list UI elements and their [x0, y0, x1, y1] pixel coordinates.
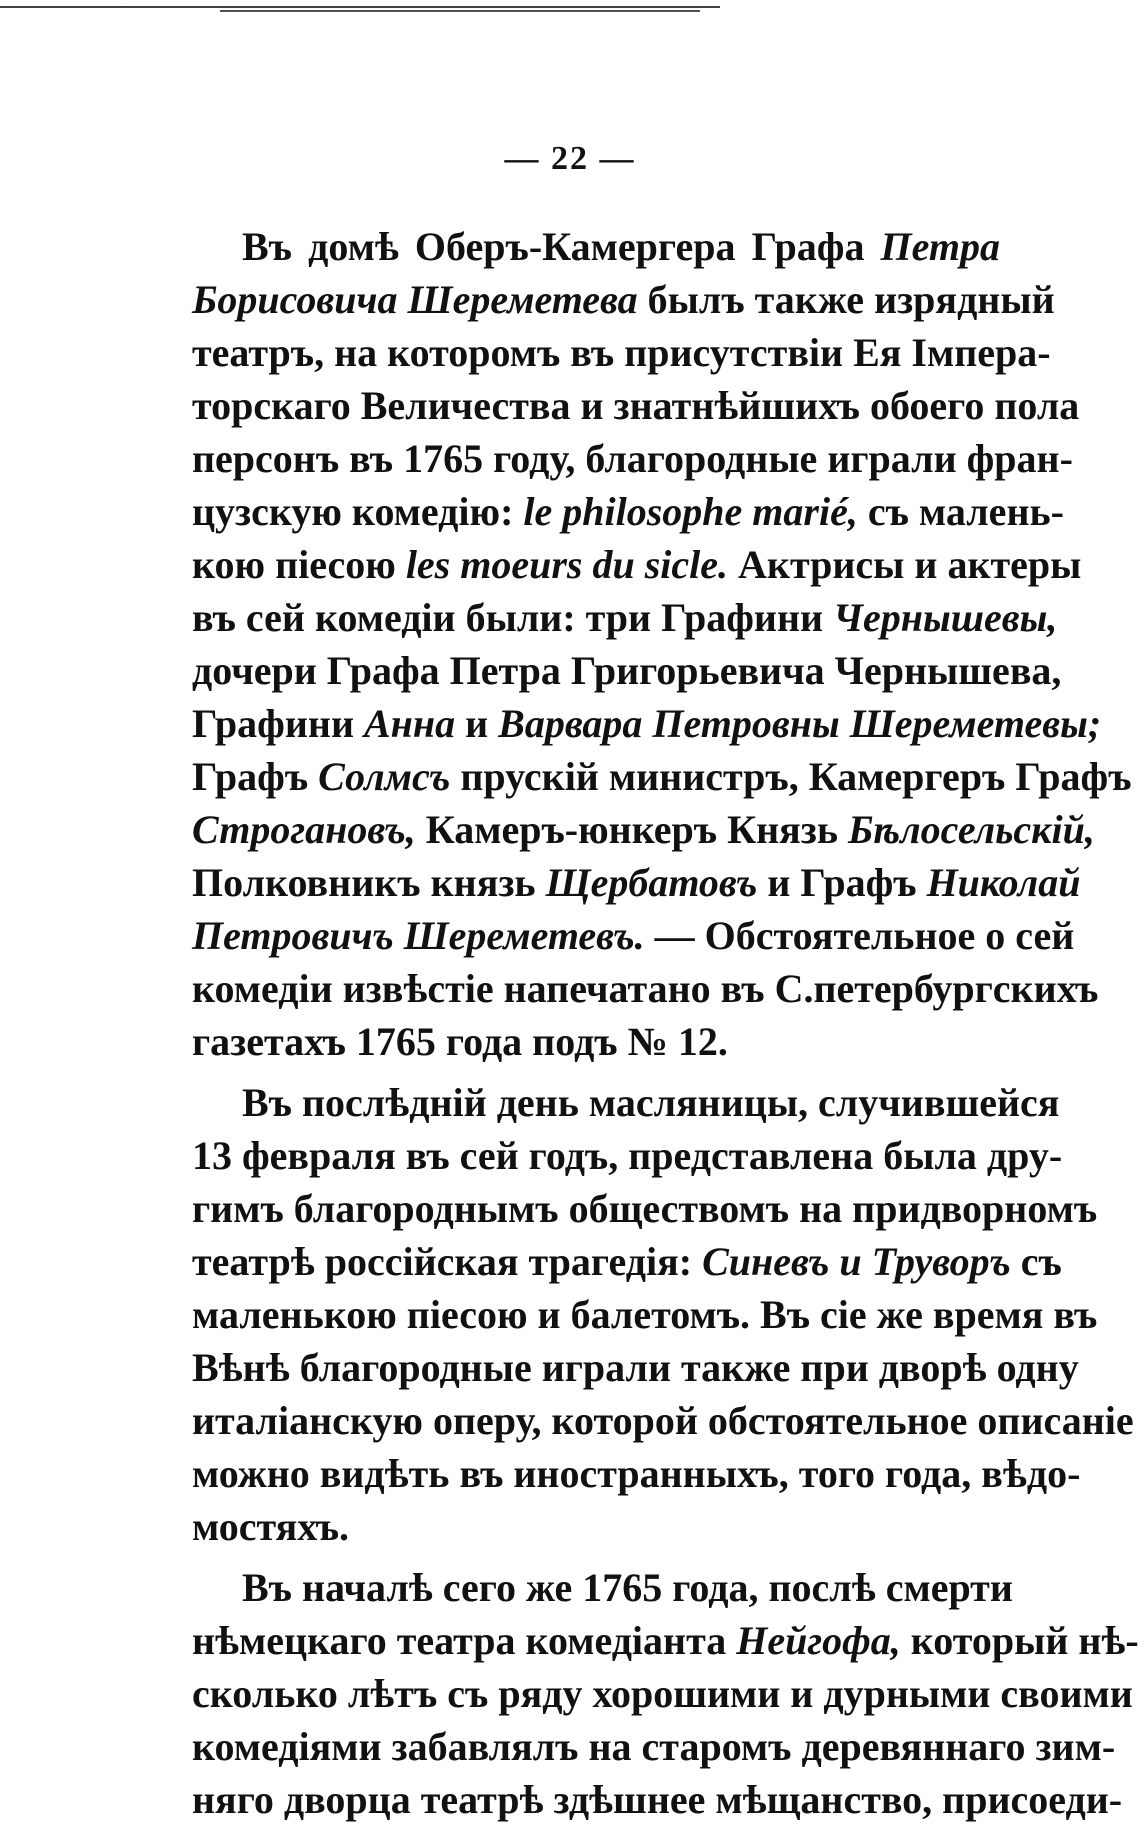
- text-run: въ сей комедіи были: три Графини: [192, 595, 834, 640]
- paragraph: [192, 1561, 1139, 1826]
- italic-text: Строгановъ,: [192, 807, 416, 852]
- text-line: [192, 273, 1055, 326]
- text-line: [192, 1129, 1063, 1182]
- text-run: Въ послѣдній день масляницы, случившейся: [242, 1080, 1060, 1125]
- page-body: [192, 220, 1139, 1826]
- italic-text: Борисовича Шереметева: [192, 277, 638, 322]
- text-line: [192, 1614, 1139, 1667]
- text-line: [192, 909, 1075, 962]
- italic-text: Щербатовъ: [545, 860, 758, 905]
- text-run: театръ, на которомъ въ присутствіи Ея Імпера-: [192, 330, 1051, 375]
- text-run: сколько лѣтъ съ ряду хорошими и дурными своими: [192, 1671, 1133, 1716]
- italic-text: Бѣлосельскій,: [848, 807, 1095, 852]
- text-line: [192, 962, 1099, 1015]
- text-line: [192, 1561, 1013, 1614]
- text-run: и: [455, 701, 499, 746]
- text-run: Графини: [192, 701, 364, 746]
- text-line: [192, 1288, 1098, 1341]
- text-run: Камеръ-юнкеръ Князь: [415, 807, 849, 852]
- text-line: [192, 1341, 1079, 1394]
- text-run: няго дворца театрѣ здѣшнее мѣщанство, присоеди-: [192, 1777, 1123, 1822]
- text-run: прускій министръ, Камергеръ Графъ: [450, 754, 1132, 799]
- paragraph-gap: [192, 1553, 1000, 1561]
- text-line: [192, 379, 1080, 432]
- paragraph: [192, 220, 1132, 1068]
- page-number: — 22 —: [504, 140, 636, 177]
- text-run: Актрисы и актеры: [728, 542, 1082, 587]
- italic-text: le philosophe marié,: [523, 489, 858, 534]
- text-run: гимъ благороднымъ обществомъ на придворномъ: [192, 1186, 1098, 1231]
- text-run: съ малень-: [857, 489, 1064, 534]
- text-run: и Графъ: [757, 860, 927, 905]
- text-run: Полковникъ князь: [192, 860, 546, 905]
- text-line: [192, 803, 1095, 856]
- text-line: [192, 644, 1062, 697]
- paragraph-gap: [192, 1068, 1000, 1076]
- text-line: [192, 326, 1051, 379]
- italic-text: Петра: [880, 224, 1000, 269]
- text-run: комедіями забавлялъ на старомъ деревяннаго зим-: [192, 1724, 1116, 1769]
- text-run: мостяхъ.: [192, 1504, 350, 1549]
- text-run: Графъ: [192, 754, 319, 799]
- text-run: кою піесою: [192, 542, 406, 587]
- text-run: персонъ въ 1765 году, благородные играли фран-: [192, 436, 1073, 481]
- text-run: театрѣ россійская трагедія:: [192, 1239, 703, 1284]
- text-run: цузскую комедію:: [192, 489, 524, 534]
- text-line: [192, 1076, 1060, 1129]
- text-line: [192, 1667, 1133, 1720]
- text-line: [192, 1015, 1000, 1068]
- text-run: былъ также изрядный: [637, 277, 1055, 322]
- paragraph: [192, 1076, 1134, 1553]
- text-run: италіанскую оперу, которой обстоятельное описаніе: [192, 1398, 1134, 1443]
- italic-text: Петровичъ Шереметевъ.: [192, 913, 645, 958]
- text-run: Въ домѣ Оберъ-Камергера Графа: [242, 224, 881, 269]
- italic-text: Чернышевы,: [833, 595, 1058, 640]
- text-line: [192, 1500, 1000, 1553]
- text-run: торскаго Величества и знатнѣйшихъ обоего пола: [192, 383, 1080, 428]
- text-line: [192, 1235, 1062, 1288]
- italic-text: Варвара Петровны Шереметевы;: [498, 701, 1102, 746]
- text-line: [192, 1720, 1116, 1773]
- text-run: можно видѣть въ иностранныхъ, того года, вѣдо-: [192, 1451, 1081, 1496]
- text-run: комедіи извѣстіе напечатано въ С.петербургскихъ: [192, 966, 1099, 1011]
- text-run: Въ началѣ сего же 1765 года, послѣ смерти: [242, 1565, 1013, 1610]
- italic-text: Нейгофа,: [736, 1618, 901, 1663]
- top-rule: [0, 6, 720, 12]
- italic-text: Анна: [364, 701, 456, 746]
- text-line: [192, 538, 1082, 591]
- italic-text: Синевъ и Труворъ: [702, 1239, 1011, 1284]
- text-line: [192, 432, 1073, 485]
- text-line: [192, 1447, 1081, 1500]
- text-run: нѣмецкаго театра комедіанта: [192, 1618, 737, 1663]
- text-run: маленькою піесою и балетомъ. Въ сіе же время въ: [192, 1292, 1098, 1337]
- text-line: [192, 591, 1058, 644]
- text-line: [192, 1394, 1134, 1447]
- text-run: — Обстоятельное о сей: [644, 913, 1075, 958]
- text-line: [192, 485, 1064, 538]
- text-line: [192, 856, 1081, 909]
- text-run: газетахъ 1765 года подъ № 12.: [192, 1019, 728, 1064]
- italic-text: Солмсъ: [318, 754, 451, 799]
- text-run: съ: [1010, 1239, 1062, 1284]
- text-run: дочери Графа Петра Григорьевича Чернышева,: [192, 648, 1062, 693]
- italic-text: les moeurs du sicle.: [405, 542, 729, 587]
- italic-text: Николай: [926, 860, 1081, 905]
- text-line: [192, 697, 1102, 750]
- text-line: [192, 1773, 1123, 1826]
- text-line: [192, 1182, 1098, 1235]
- text-run: который нѣ-: [900, 1618, 1139, 1663]
- text-run: 13 февраля въ сей годъ, представлена была дру-: [192, 1133, 1063, 1178]
- text-line: [192, 220, 1000, 273]
- text-run: Вѣнѣ благородные играли также при дворѣ одну: [192, 1345, 1079, 1390]
- text-line: [192, 750, 1132, 803]
